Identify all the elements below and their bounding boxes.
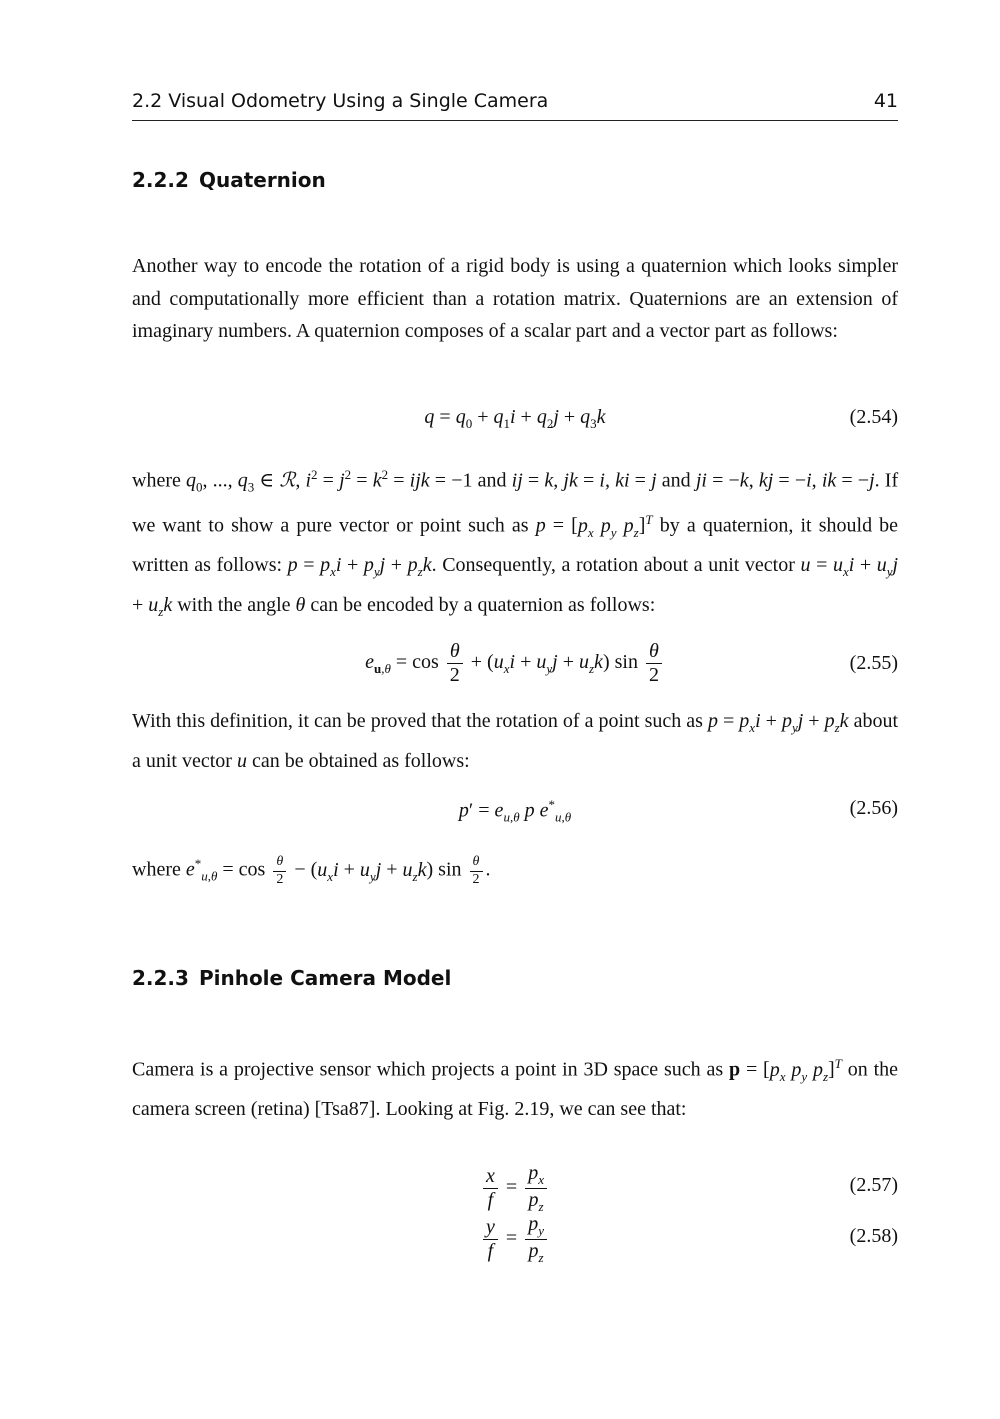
- section-title: Quaternion: [198, 168, 326, 192]
- paragraph-conjugate: [132, 848, 898, 893]
- section-number: 2.2.3: [132, 966, 189, 990]
- equation-number: (2.56): [849, 797, 898, 819]
- section-title: Pinhole Camera Model: [198, 966, 452, 990]
- paragraph-pinhole: [132, 1048, 898, 1126]
- paragraph-rotation-point: [132, 705, 898, 777]
- equation-number: (2.58): [849, 1225, 898, 1247]
- paragraph-text: where $q_0$, ..., $q_3$ ∈ ℛ, $i^2 = j^2 = k^2$ = ijk = −1 and ij = k, jk = i, ki = j and ji = −k, kj = −i, ik = −j. If we want to show a pure vector or point such as $p = [p_x$ $p_y$ $p_z]^T$ by a quaternion, it should be written as follows: $p = p_xi + p_yj + p_zk$. Consequently, a rotation about a unit vector $u = u_xi + u_yj + u_zk$ with the angle θ can be encoded by a quaternion as follows:: [132, 467, 899, 619]
- running-title: 2.2 Visual Odometry Using a Single Camera: [132, 90, 549, 112]
- equation-body: $e_{u,\theta} = \cos$ $\frac{\theta}{2}$ + $(u_xi + u_yj + u_zk)$ sin $\frac{\theta}{2}$: [132, 640, 898, 687]
- paragraph-text: With this definition, it can be proved that the rotation of a point such as $p = p_xi + p_yj + p_zk$ about a unit vector u can be obtained as follows:: [132, 710, 898, 772]
- section-number: 2.2.2: [132, 168, 189, 192]
- equation-body: $\frac{y}{f}$ = $\frac{p_y}{p_z}$: [132, 1213, 898, 1266]
- section-heading-quaternion: [132, 168, 326, 192]
- running-header: [132, 88, 898, 121]
- paragraph-text: Another way to encode the rotation of a rigid body is using a quaternion which looks simpler and computationally more efficient than a rotation matrix. Quaternions are an extension of imaginary numbers. A quaternion composes of a scalar part and a vector part as follows:: [132, 255, 898, 342]
- equation-number: (2.55): [849, 652, 898, 674]
- equation-body: $\frac{x}{f}$ = $\frac{p_x}{p_z}$: [132, 1162, 898, 1215]
- equation-number: (2.57): [849, 1174, 898, 1196]
- equation-body: $q = q_0 + q_1i + q_2j + q_3k$: [424, 406, 606, 431]
- paragraph-text: Camera is a projective sensor which projects a point in 3D space such as $p = [p_x$ $p_y$ $p_z]^T$ on the camera screen (retina) [Tsa87]. Looking at Fig. 2.19, we can see that:: [132, 1056, 898, 1121]
- page-number: 41: [873, 90, 898, 112]
- section-heading-pinhole: [132, 966, 451, 990]
- equation-number: (2.54): [849, 406, 898, 428]
- paragraph-intro: [132, 250, 898, 348]
- paragraph-text: where $e^*_{u,\theta} = \cos$ $\frac{\theta}{2}$ − $(u_xi + u_yj + u_zk)$ sin $\frac{\theta}{2}$ .: [132, 854, 491, 887]
- equation-body: $p' = e_{u,\theta}$ p $e^*_{u,\theta}$: [458, 797, 572, 825]
- paragraph-quaternion-rules: [132, 459, 898, 628]
